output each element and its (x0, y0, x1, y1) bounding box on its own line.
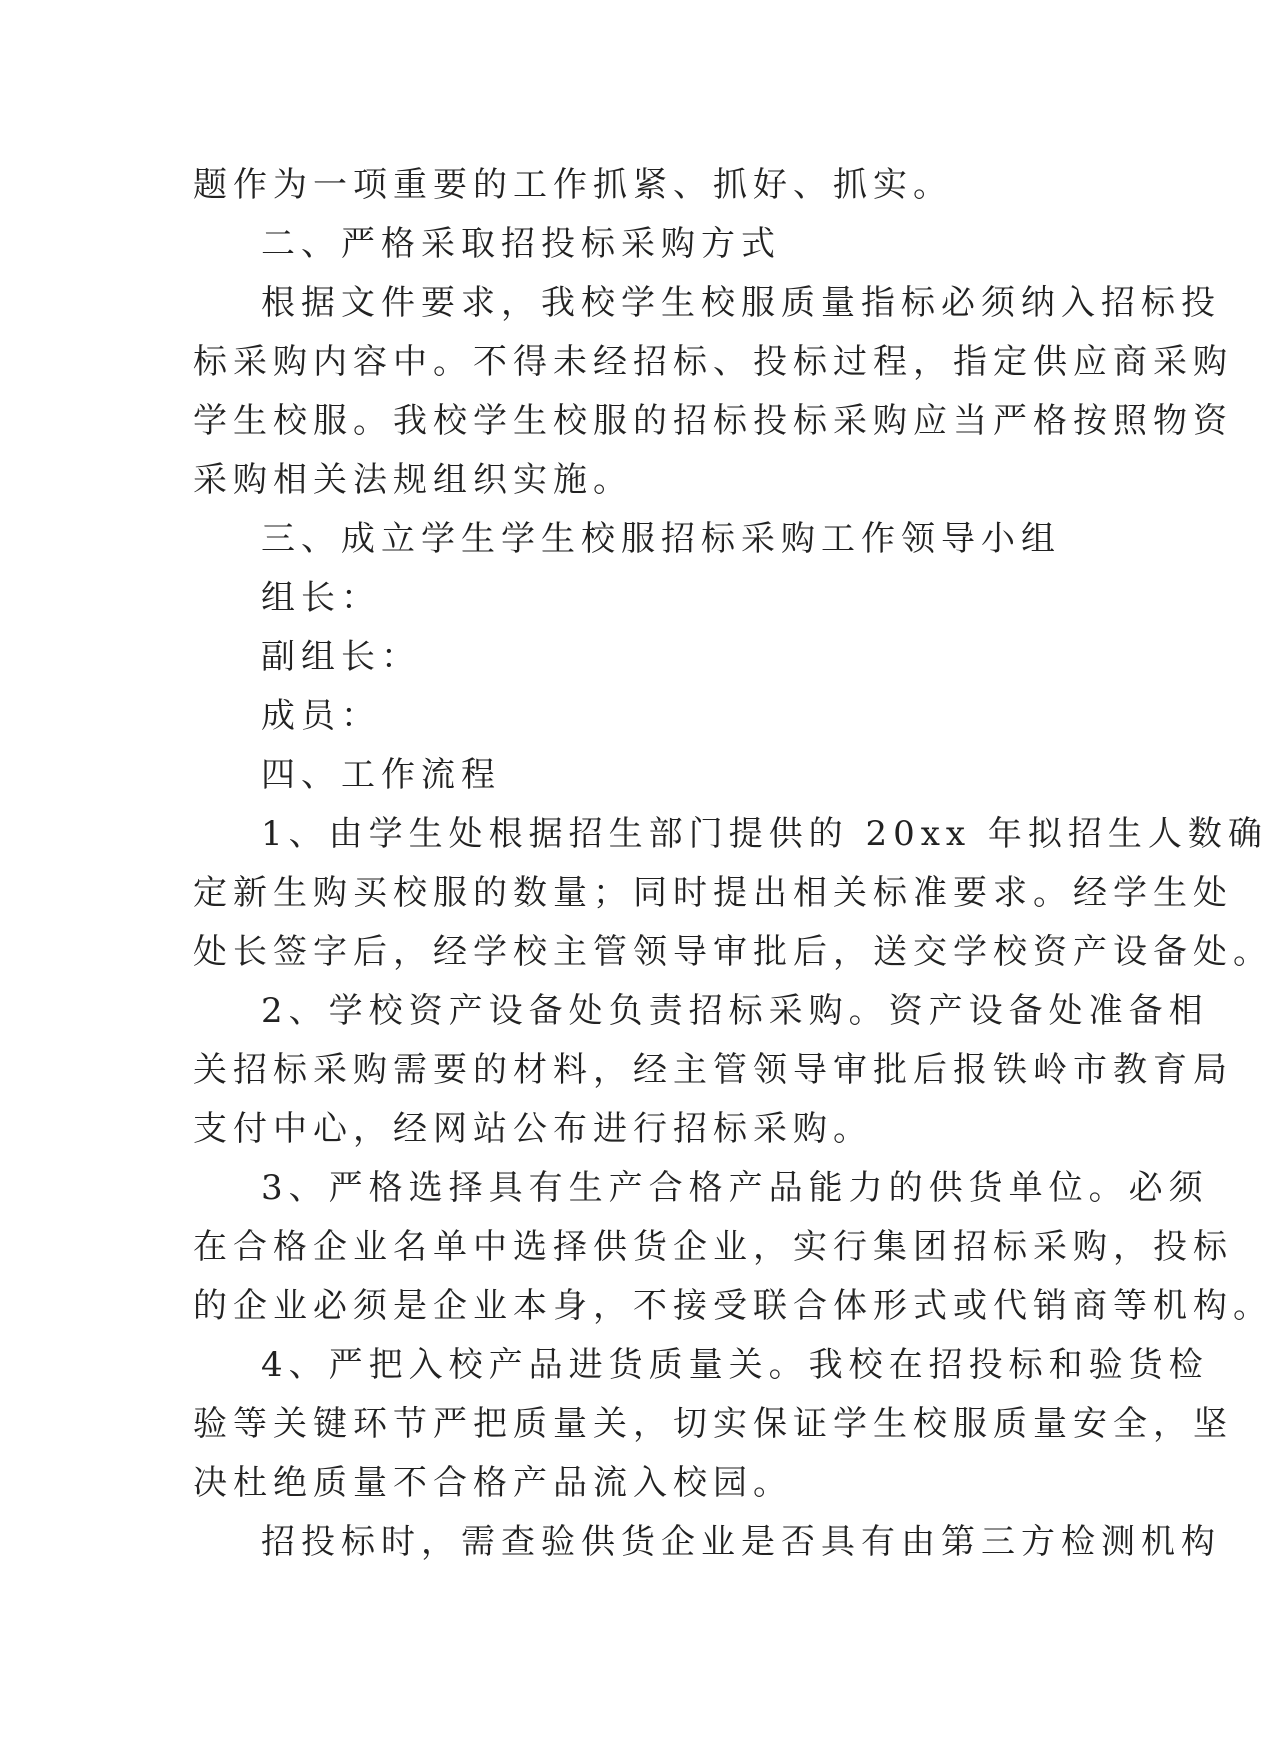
section-heading: 二、严格采取招投标采购方式 (261, 224, 781, 264)
paragraph-line: 组长： (261, 578, 381, 618)
paragraph-line: 验等关键环节严把质量关，切实保证学生校服质量安全，坚 (193, 1404, 1233, 1444)
paragraph-line: 关招标采购需要的材料，经主管领导审批后报铁岭市教育局 (193, 1050, 1233, 1090)
paragraph-line: 题作为一项重要的工作抓紧、抓好、抓实。 (193, 165, 953, 205)
paragraph-line: 学生校服。我校学生校服的招标投标采购应当严格按照物资 (193, 401, 1233, 441)
paragraph-line: 支付中心，经网站公布进行招标采购。 (193, 1109, 873, 1149)
paragraph-line: 2、学校资产设备处负责招标采购。资产设备处准备相 (261, 991, 1209, 1031)
paragraph-line: 决杜绝质量不合格产品流入校园。 (193, 1463, 793, 1503)
paragraph-line: 4、严把入校产品进货质量关。我校在招投标和验货检 (261, 1345, 1209, 1385)
paragraph-line: 标采购内容中。不得未经招标、投标过程，指定供应商采购 (193, 342, 1233, 382)
paragraph-line: 成员： (261, 696, 381, 736)
paragraph-line: 1、由学生处根据招生部门提供的 20xx 年拟招生人数确 (261, 814, 1268, 854)
paragraph-line: 的企业必须是企业本身，不接受联合体形式或代销商等机构。 (193, 1286, 1273, 1326)
section-heading: 四、工作流程 (261, 755, 501, 795)
section-heading: 三、成立学生学生校服招标采购工作领导小组 (261, 519, 1061, 559)
paragraph-line: 副组长： (261, 637, 421, 677)
paragraph-line: 处长签字后，经学校主管领导审批后，送交学校资产设备处。 (193, 932, 1273, 972)
document-body (193, 156, 1273, 1572)
paragraph-line: 在合格企业名单中选择供货企业，实行集团招标采购，投标 (193, 1227, 1233, 1267)
paragraph-line: 根据文件要求，我校学生校服质量指标必须纳入招标投 (261, 283, 1221, 323)
paragraph-line: 3、严格选择具有生产合格产品能力的供货单位。必须 (261, 1168, 1209, 1208)
paragraph-line: 定新生购买校服的数量；同时提出相关标准要求。经学生处 (193, 873, 1233, 913)
paragraph-line: 采购相关法规组织实施。 (193, 460, 633, 500)
paragraph-line: 招投标时，需查验供货企业是否具有由第三方检测机构 (261, 1522, 1221, 1562)
